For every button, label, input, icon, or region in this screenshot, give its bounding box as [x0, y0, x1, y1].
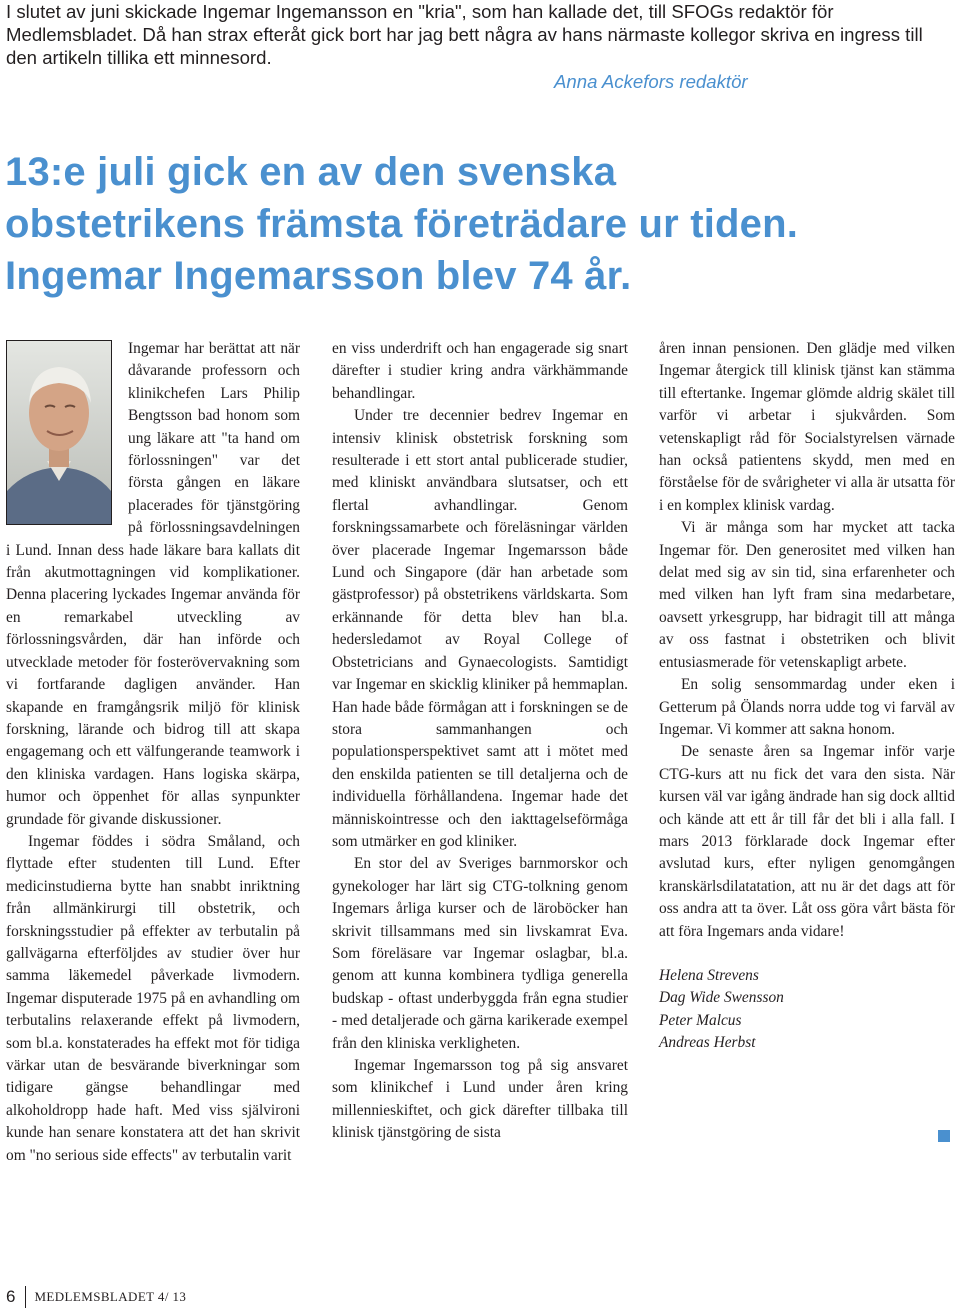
column-2-paragraph-4: Ingemar Ingemarsson tog på sig ansvaret som klinikchef i Lund under åren kring millennieskiftet, och gick därefter tillbaka till klinisk tjänstgöring de sista [332, 1057, 628, 1142]
headline-line-2: obstetrikens främsta företrädare ur tiden. [5, 202, 799, 246]
intro-signature: Anna Ackefors redaktör [554, 71, 748, 92]
portrait-icon [7, 341, 111, 524]
column-2-paragraph-3: En stor del av Sveriges barnmorskor och gynekologer har lärt sig CTG-tolkning genom Ingemars årliga kurser och de läroböcker han skrivit tillsammans med sin livskamrat Eva. Som föreläsare var Ingemar oslagbar, bl.a. genom att kunna kombinera tydliga generella budskap - oftast underbyggda från egna studier - med detaljerade och gärna karikerade exempel från den kliniska verkligheten. [332, 855, 628, 1052]
author-signatures [659, 965, 955, 1055]
intro-section [6, 0, 946, 93]
column-1-paragraph-2: Ingemar föddes i södra Småland, och flyttade efter studenten till Lund. Efter medicinstudierna bytte han snabbt inriktning från allmänkirurgi till obstetrik, och forskningsstudier på effekter av terbutalin på gallvägarna efterföljdes av studier över hur samma läkemedel påverkade livmodern. Ingemar disputerade 1975 på en avhandling om terbutalins relaxerande effekt på livmodern, som bl.a. konstaterades ha effekt mot för tidiga värkar utan de besvärande biverkningar som tidigare gängse behandlingar med alkoholdropp hade haft. Med viss självironi kunde han senare konstatera att det han skrivit om "no serious side effects" av terbutalin varit [6, 832, 300, 1164]
footer-divider [25, 1286, 26, 1308]
headline [5, 146, 955, 302]
signature-3: Peter Malcus [659, 1011, 742, 1029]
column-3-paragraph-3: En solig sensommardag under eken i Getterum på Ölands norra udde tog vi farväl av Ingemar. Vi kommer att sakna honom. [659, 676, 955, 738]
portrait-photo [6, 340, 112, 525]
page-footer [6, 1286, 186, 1308]
column-1-paragraph-1: Ingemar har berättat att när dåvarande professorn och klinikchefen Lars Philip Bengtsson bad honom som ung läkare att "ta hand om förlossningen" var det första gången en läkare placerades för tjänstgöring på förlossningsavdelningen i Lund. Innan dess hade läkare bara kallats dit från akutmottagningen vid komplikationer. Denna placering lyckades Ingemar använda för en remarkabel utveckling av förlossningsvården, där han införde och utvecklade metoder för fosterövervakning som vi fortfarande dagligen använder. Han skapande en framgångsrik miljö för klinisk forskning, lärande och bidrog till att skapa engagemang och ett välfungerande teamwork i den kliniska vardagen. Hans logiska skärpa, humor och öppenhet för allas synpunkter grundade för givande diskussioner. [6, 340, 300, 828]
column-2-paragraph-1: en viss underdrift och han engagerade sig snart därefter i studier kring andra värkhämmande behandlingar. [332, 340, 628, 402]
article-column-1 [6, 338, 300, 1167]
signature-1: Helena Strevens [659, 966, 759, 984]
intro-text: I slutet av juni skickade Ingemar Ingemansson en "kria", som han kallade det, till SFOGs redaktör för Medlemsbladet. Då han strax efteråt gick bort har jag bett några av hans närmaste kollegor skriva en ingress till den artikeln tillika ett minnesord. [6, 1, 923, 68]
signature-4: Andreas Herbst [659, 1034, 756, 1052]
page-number: 6 [6, 1287, 16, 1306]
column-3-paragraph-2: Vi är många som har mycket att tacka Ingemar för. Den generositet med vilken han delat med sig av sin tid, sina erfarenheter och med vilken han lyft fram sina medarbetare, oavsett yrkesgrupp, har bidragit till att många av oss fastnat i obstetriken och blivit entusiasmerade för vetenskapligt arbete. [659, 519, 955, 671]
column-3-paragraph-4: De senaste åren sa Ingemar inför varje CTG-kurs att nu fick det vara den sista. När kursen väl var igång ändrade han sig dock alltid och kände att ett år till får det bli i alla fall. I mars 2013 förklarade dock Ingemar efter avslutad kurs, efter nyligen genomgången kranskärlsdilatatation, att nu är det dags att för oss andra att ta över. Låt oss göra vårt bästa för att föra Ingemars anda vidare! [659, 743, 955, 940]
article-end-mark-icon [938, 1130, 950, 1142]
article-column-3 [659, 338, 955, 1055]
column-2-paragraph-2: Under tre decennier bedrev Ingemar en intensiv klinisk obstetrisk forskning som resulterade i ett stort antal publicerade studier, med kliniskt användbara slutsatser, och ett flertal avhandlingar. Genom forskningssamarbete och föreläsningar världen över placerade Ingemar Ingemarsson både Lund och Singapore (där han arbetade som gästprofessor) på obstetrikens världskarta. Som erkännande för detta blev han bl.a. hedersledamot av Royal College of Obstetricians and Gynaecologists. Samtidigt var Ingemar en skicklig kliniker på hemmaplan. Han hade både förmågan att i forskningen se de stora sammanhangen och populationsperspektivet samt att i mötet med den enskilda patienten se till detaljerna och de individuella förhållandena. Ingemar hade det människointresse och den iakttagelseförmåga som utmärker en god kliniker. [332, 407, 628, 850]
publication-name: MEDLEMSBLADET 4/ 13 [34, 1289, 187, 1304]
signature-2: Dag Wide Swensson [659, 989, 784, 1007]
column-3-paragraph-1: åren innan pensionen. Den glädje med vilken Ingemar återgick till klinisk tjänst kan stämma till eftertanke. Ingemar glömde aldrig skälet till varför vi arbetar i sjukvården. Som vetenskapligt råd för Socialstyrelsen värnade han också patientens skydd, men med en förståelse för de svårigheter vi alla är utsatta för i en komplex klinisk vardag. [659, 340, 955, 514]
headline-line-3: Ingemar Ingemarsson blev 74 år. [5, 254, 632, 298]
headline-line-1: 13:e juli gick en av den svenska [5, 150, 617, 194]
article-column-2 [332, 338, 628, 1145]
